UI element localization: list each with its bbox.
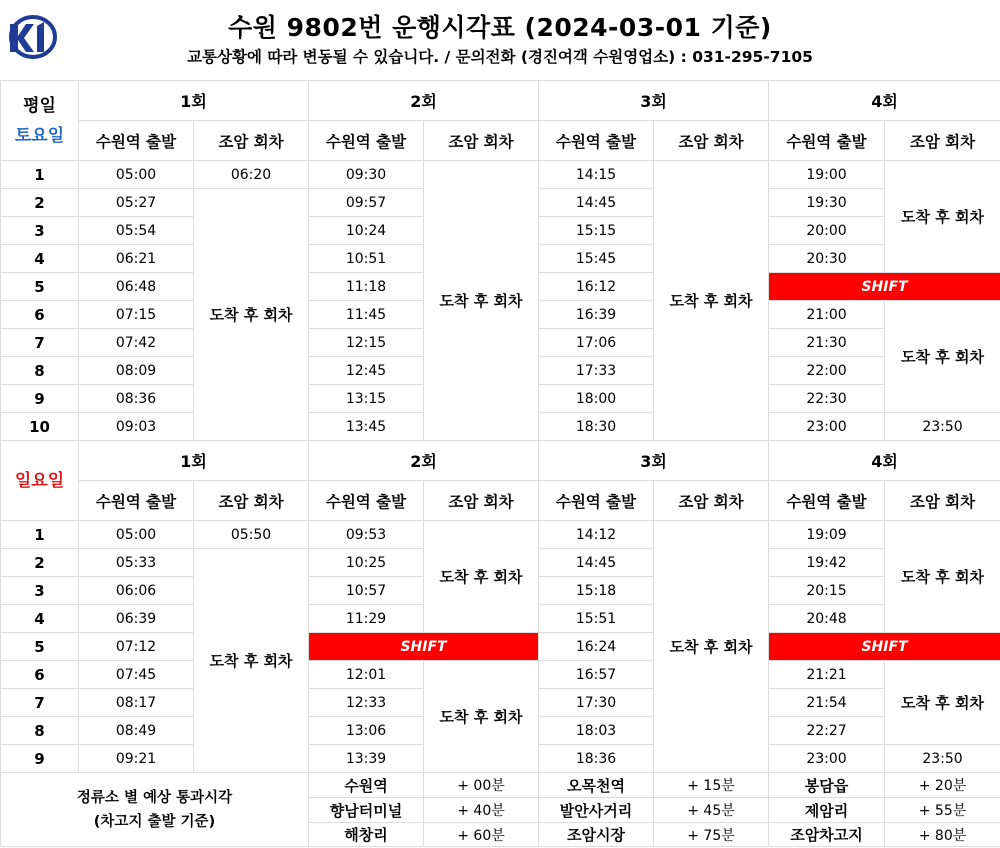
- depart-time: 19:30: [769, 189, 885, 217]
- stop-name: 발안사거리: [539, 798, 654, 823]
- page-title: 수원 9802번 운행시각표 (2024-03-01 기준): [228, 13, 772, 42]
- depart-time: 08:17: [79, 689, 194, 717]
- depart-time: 07:42: [79, 329, 194, 357]
- stop-offset: + 15분: [654, 773, 769, 798]
- trip-number: 9: [1, 745, 79, 773]
- return-time: 06:20: [194, 161, 309, 189]
- depart-column-header: 수원역 출발: [769, 121, 885, 161]
- stop-offset: + 75분: [654, 823, 769, 847]
- weekday-label: 평일: [23, 95, 56, 116]
- depart-time: 21:21: [769, 661, 885, 689]
- depart-time: 11:29: [309, 605, 424, 633]
- depart-time: 07:15: [79, 301, 194, 329]
- depart-time: 13:39: [309, 745, 424, 773]
- depart-time: 11:18: [309, 273, 424, 301]
- depart-time: 14:45: [539, 549, 654, 577]
- depart-time: 10:51: [309, 245, 424, 273]
- depart-time: 06:48: [79, 273, 194, 301]
- depart-time: 05:00: [79, 521, 194, 549]
- depart-time: 13:06: [309, 717, 424, 745]
- depart-time: 05:33: [79, 549, 194, 577]
- stop-offset: + 55분: [885, 798, 1000, 823]
- depart-column-header: 수원역 출발: [79, 121, 194, 161]
- trip-number: 2: [1, 549, 79, 577]
- depart-time: 15:45: [539, 245, 654, 273]
- depart-time: 10:25: [309, 549, 424, 577]
- depart-time: 09:03: [79, 413, 194, 441]
- return-note: 도착 후 회차: [654, 161, 769, 441]
- trip-number: 3: [1, 577, 79, 605]
- table-row: [1, 633, 1000, 661]
- depart-time: 06:21: [79, 245, 194, 273]
- depart-time: 19:42: [769, 549, 885, 577]
- depart-time: 17:33: [539, 357, 654, 385]
- depart-column-header: 수원역 출발: [79, 481, 194, 521]
- page-subtitle: 교통상황에 따라 변동될 수 있습니다. / 문의전화 (경진여객 수원영업소) : 031-295-7105: [187, 48, 813, 66]
- table-row: [1, 661, 1000, 689]
- depart-time: 15:15: [539, 217, 654, 245]
- trip-number: 7: [1, 329, 79, 357]
- depart-time: 15:51: [539, 605, 654, 633]
- shift-marker: SHIFT: [769, 633, 1000, 661]
- sunday-round-header: [1, 441, 1000, 481]
- weekday-round-header: [1, 81, 1000, 121]
- depart-time: 14:45: [539, 189, 654, 217]
- stop-name: 봉담읍: [769, 773, 885, 798]
- table-row: [1, 521, 1000, 549]
- depart-time: 22:27: [769, 717, 885, 745]
- return-note: 도착 후 회차: [194, 189, 309, 441]
- timetable: [0, 80, 1000, 847]
- depart-time: 16:12: [539, 273, 654, 301]
- depart-time: 18:36: [539, 745, 654, 773]
- round-header: 2회: [309, 441, 539, 481]
- header: [0, 0, 1000, 80]
- sunday-label: 일요일: [14, 470, 65, 491]
- round-header: 2회: [309, 81, 539, 121]
- depart-time: 08:36: [79, 385, 194, 413]
- depart-time: 17:06: [539, 329, 654, 357]
- depart-time: 15:18: [539, 577, 654, 605]
- trip-number: 8: [1, 717, 79, 745]
- depart-time: 21:00: [769, 301, 885, 329]
- trip-number: 7: [1, 689, 79, 717]
- depart-time: 16:57: [539, 661, 654, 689]
- depart-time: 09:53: [309, 521, 424, 549]
- depart-time: 20:00: [769, 217, 885, 245]
- depart-time: 23:00: [769, 413, 885, 441]
- depart-time: 12:45: [309, 357, 424, 385]
- depart-column-header: 수원역 출발: [769, 481, 885, 521]
- depart-time: 16:24: [539, 633, 654, 661]
- depart-time: 12:01: [309, 661, 424, 689]
- trip-number: 8: [1, 357, 79, 385]
- return-note: 도착 후 회차: [885, 301, 1000, 413]
- trip-number: 5: [1, 273, 79, 301]
- depart-time: 06:06: [79, 577, 194, 605]
- stop-name: 조암차고지: [769, 823, 885, 847]
- depart-time: 08:09: [79, 357, 194, 385]
- depart-time: 10:57: [309, 577, 424, 605]
- stop-name: 향남터미널: [309, 798, 424, 823]
- depart-column-header: 수원역 출발: [309, 121, 424, 161]
- depart-time: 08:49: [79, 717, 194, 745]
- stop-offset: + 40분: [424, 798, 539, 823]
- return-time: 23:50: [885, 413, 1000, 441]
- round-header: 1회: [79, 81, 309, 121]
- depart-time: 17:30: [539, 689, 654, 717]
- stop-name: 조암시장: [539, 823, 654, 847]
- return-note: 도착 후 회차: [424, 521, 539, 633]
- return-column-header: 조암 회차: [424, 481, 539, 521]
- trip-number: 3: [1, 217, 79, 245]
- depart-time: 11:45: [309, 301, 424, 329]
- depart-time: 06:39: [79, 605, 194, 633]
- sunday-column-header: [1, 481, 1000, 521]
- sunday-day-label: [1, 441, 79, 521]
- depart-column-header: 수원역 출발: [309, 481, 424, 521]
- trip-number: 10: [1, 413, 79, 441]
- return-note: 도착 후 회차: [885, 521, 1000, 633]
- depart-time: 16:39: [539, 301, 654, 329]
- stop-offset: + 45분: [654, 798, 769, 823]
- return-column-header: 조암 회차: [654, 121, 769, 161]
- trip-number: 4: [1, 605, 79, 633]
- round-header: 4회: [769, 81, 1000, 121]
- round-header: 1회: [79, 441, 309, 481]
- stop-name: 수원역: [309, 773, 424, 798]
- depart-time: 13:45: [309, 413, 424, 441]
- depart-time: 09:57: [309, 189, 424, 217]
- weekday-day-label: [1, 81, 79, 161]
- round-header: 3회: [539, 81, 769, 121]
- depart-time: 18:00: [539, 385, 654, 413]
- depart-time: 05:54: [79, 217, 194, 245]
- saturday-label: 토요일: [14, 125, 65, 146]
- depart-column-header: 수원역 출발: [539, 121, 654, 161]
- trip-number: 2: [1, 189, 79, 217]
- round-header: 3회: [539, 441, 769, 481]
- return-time: 23:50: [885, 745, 1000, 773]
- trip-number: 4: [1, 245, 79, 273]
- depart-time: 14:15: [539, 161, 654, 189]
- depart-column-header: 수원역 출발: [539, 481, 654, 521]
- depart-time: 21:30: [769, 329, 885, 357]
- return-time: 05:50: [194, 521, 309, 549]
- trip-number: 9: [1, 385, 79, 413]
- stop-offset: + 60분: [424, 823, 539, 847]
- return-column-header: 조암 회차: [194, 121, 309, 161]
- depart-time: 12:33: [309, 689, 424, 717]
- return-note: 도착 후 회차: [194, 549, 309, 773]
- trip-number: 5: [1, 633, 79, 661]
- stops-caption-line2: (차고지 출발 기준): [93, 813, 216, 830]
- stop-offset: + 80분: [885, 823, 1000, 847]
- stop-name: 제암리: [769, 798, 885, 823]
- return-note: 도착 후 회차: [424, 161, 539, 441]
- depart-time: 20:48: [769, 605, 885, 633]
- return-note: 도착 후 회차: [885, 661, 1000, 745]
- trip-number: 1: [1, 521, 79, 549]
- stop-name: 오목천역: [539, 773, 654, 798]
- depart-time: 20:30: [769, 245, 885, 273]
- trip-number: 1: [1, 161, 79, 189]
- depart-time: 18:30: [539, 413, 654, 441]
- trip-number: 6: [1, 301, 79, 329]
- stop-offset: + 00분: [424, 773, 539, 798]
- depart-time: 09:30: [309, 161, 424, 189]
- depart-time: 05:27: [79, 189, 194, 217]
- depart-time: 22:00: [769, 357, 885, 385]
- depart-time: 09:21: [79, 745, 194, 773]
- depart-time: 23:00: [769, 745, 885, 773]
- shift-marker: SHIFT: [309, 633, 539, 661]
- depart-time: 07:12: [79, 633, 194, 661]
- round-header: 4회: [769, 441, 1000, 481]
- stop-row: [1, 773, 1000, 798]
- return-column-header: 조암 회차: [194, 481, 309, 521]
- depart-time: 13:15: [309, 385, 424, 413]
- depart-time: 07:45: [79, 661, 194, 689]
- return-column-header: 조암 회차: [424, 121, 539, 161]
- depart-time: 19:09: [769, 521, 885, 549]
- table-row: [1, 161, 1000, 189]
- shift-marker: SHIFT: [769, 273, 1000, 301]
- depart-time: 20:15: [769, 577, 885, 605]
- depart-time: 21:54: [769, 689, 885, 717]
- stops-caption-line1: 정류소 별 예상 통과시각: [76, 789, 233, 806]
- depart-time: 18:03: [539, 717, 654, 745]
- return-column-header: 조암 회차: [654, 481, 769, 521]
- stops-caption: [1, 773, 309, 847]
- stop-offset: + 20분: [885, 773, 1000, 798]
- trip-number: 6: [1, 661, 79, 689]
- return-note: 도착 후 회차: [885, 161, 1000, 273]
- depart-time: 05:00: [79, 161, 194, 189]
- depart-time: 14:12: [539, 521, 654, 549]
- depart-time: 12:15: [309, 329, 424, 357]
- return-note: 도착 후 회차: [654, 521, 769, 773]
- depart-time: 10:24: [309, 217, 424, 245]
- depart-time: 19:00: [769, 161, 885, 189]
- return-column-header: 조암 회차: [885, 481, 1000, 521]
- stop-name: 해창리: [309, 823, 424, 847]
- weekday-column-header: [1, 121, 1000, 161]
- depart-time: 22:30: [769, 385, 885, 413]
- return-note: 도착 후 회차: [424, 661, 539, 773]
- return-column-header: 조암 회차: [885, 121, 1000, 161]
